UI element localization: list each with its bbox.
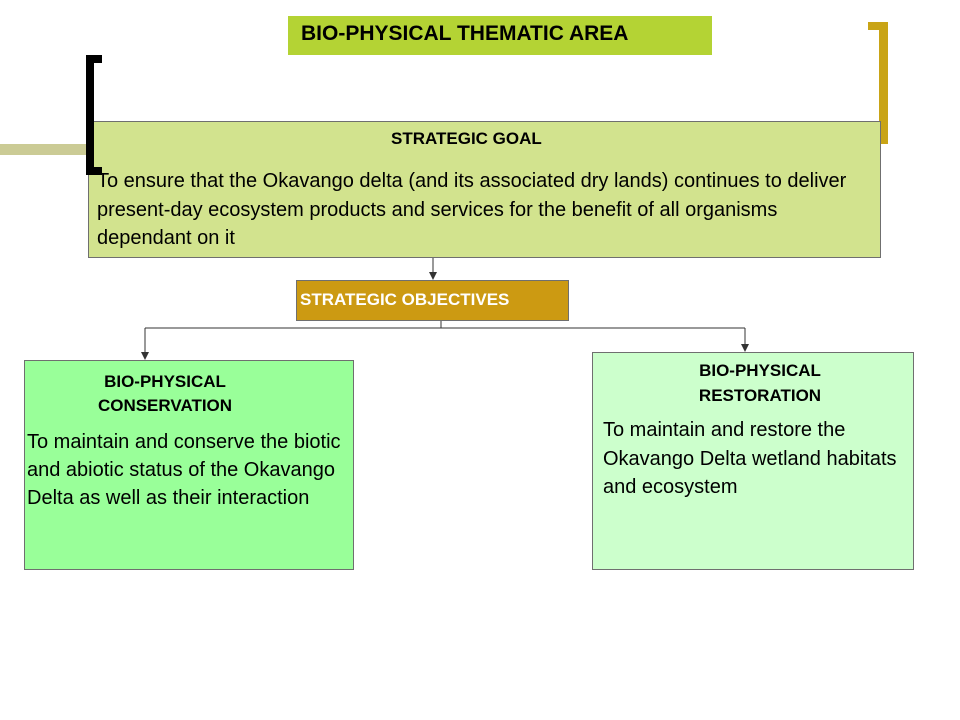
- thematic-area-title: BIO-PHYSICAL THEMATIC AREA: [288, 16, 712, 55]
- strategic-goal-text: To ensure that the Okavango delta (and its associated dry lands) continues to deliver present-day ecosystem products and services for the benefit of all organisms dependant on it: [97, 170, 847, 249]
- restoration-text: To maintain and restore the Okavango Delta wetland habitats and ecosystem: [603, 419, 897, 498]
- branch-right-arrow: [741, 344, 749, 352]
- conservation-text: To maintain and conserve the biotic and abiotic status of the Okavango Delta as well as their interaction: [27, 431, 341, 509]
- strategic-goal-heading: STRATEGIC GOAL: [391, 129, 542, 148]
- strategic-objectives-box: STRATEGIC OBJECTIVES: [296, 280, 569, 321]
- branch-left-arrow: [141, 352, 149, 360]
- restoration-heading: BIO-PHYSICAL RESTORATION: [698, 361, 822, 405]
- goal-to-objectives-arrow: [429, 272, 437, 280]
- conservation-heading: BIO-PHYSICAL CONSERVATION: [97, 372, 233, 415]
